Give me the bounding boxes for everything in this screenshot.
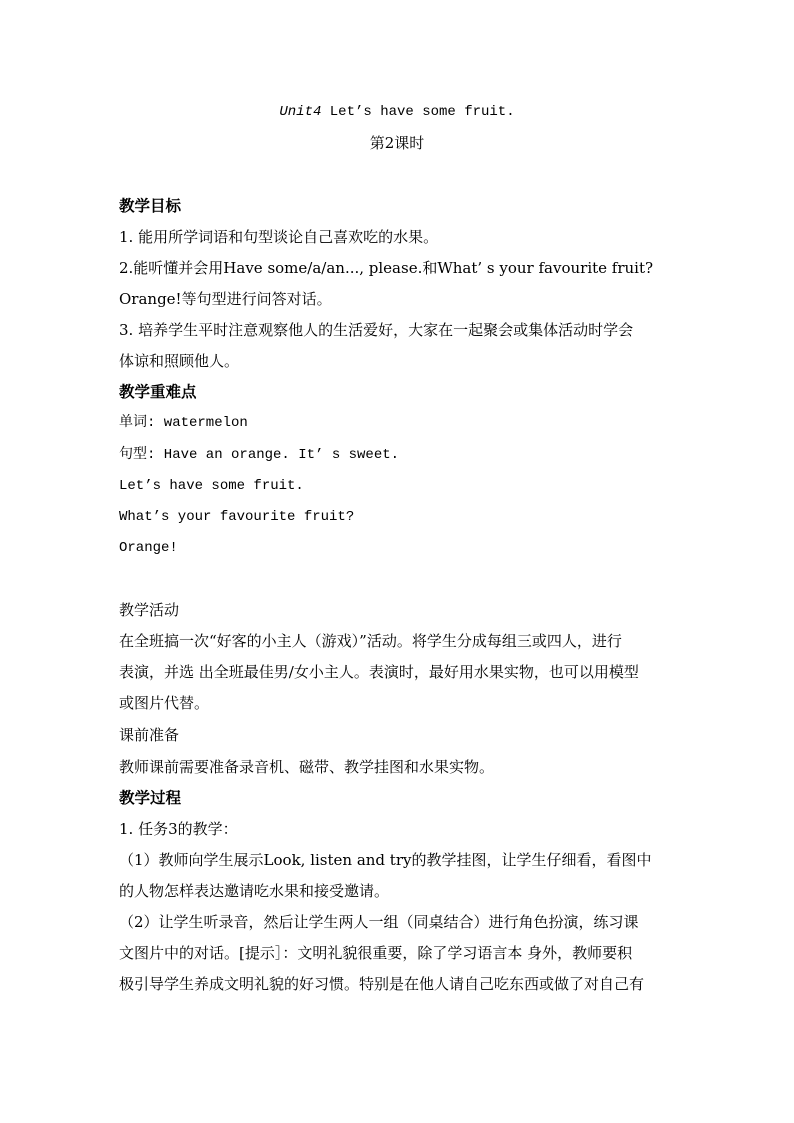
process-sub-1-line-2: 的人物怎样表达邀请吃水果和接受邀请。 (119, 882, 390, 900)
title-text: Let’s have some fruit. (329, 104, 515, 120)
objective-item-2-line-1: 2.能听懂并会用Have some/a/an..., please.和What’ s your favourite fruit? (119, 259, 654, 277)
objective-item-3-line-2: 体谅和照顾他人。 (119, 352, 240, 370)
preparation-line-1: 教师课前需要准备录音机、磁带、教学挂图和水果实物。 (119, 758, 495, 776)
page-subtitle: 第2课时 (369, 134, 425, 152)
process-sub-2-line-1: （2）让学生听录音，然后让学生两人一组（同桌结合）进行角色扮演，练习课 (119, 913, 639, 931)
activity-line-2: 表演，并选 出全班最佳男/女小主人。表演时，最好用水果实物，也可以用模型 (119, 663, 639, 681)
key-point-word: 单词: watermelon (119, 415, 248, 431)
process-sub-2-line-3: 极引导学生养成文明礼貌的好习惯。特别是在他人请自己吃东西或做了对自己有 (119, 975, 645, 993)
objective-item-1: 1. 能用所学词语和句型谈论自己喜欢吃的水果。 (119, 228, 439, 246)
activity-line-1: 在全班搞一次“好客的小主人（游戏）”活动。将学生分成每组三或四人，进行 (119, 632, 622, 650)
key-point-sentence: 句型: Have an orange. It’ s sweet. (119, 447, 400, 463)
title-unit: Unit4 (279, 104, 322, 120)
activity-line-3: 或图片代替。 (119, 694, 210, 712)
objectives-heading: 教学目标 (119, 197, 182, 215)
process-sub-1-line-1: （1）教师向学生展示Look, listen and try的教学挂图，让学生仔细看，看图中 (119, 851, 652, 869)
activity-heading: 教学活动 (119, 601, 180, 619)
page-title (0, 102, 794, 122)
process-heading: 教学过程 (119, 789, 182, 807)
key-points-heading: 教学重难点 (119, 383, 197, 401)
process-item-1: 1. 任务3的教学： (119, 820, 238, 838)
objective-item-3-line-1: 3. 培养学生平时注意观察他人的生活爱好，大家在一起聚会或集体活动时学会 (119, 321, 634, 339)
objective-item-2-line-2: Orange!等句型进行问答对话。 (119, 290, 332, 308)
key-point-line-3: Let’s have some fruit. (119, 478, 304, 494)
preparation-heading: 课前准备 (119, 726, 180, 744)
key-point-line-5: Orange! (119, 540, 178, 556)
key-point-line-4: What’s your favourite fruit? (119, 509, 355, 525)
process-sub-2-line-2: 文图片中的对话。[提示］：文明礼貌很重要，除了学习语言本 身外，教师要积 (119, 944, 633, 962)
